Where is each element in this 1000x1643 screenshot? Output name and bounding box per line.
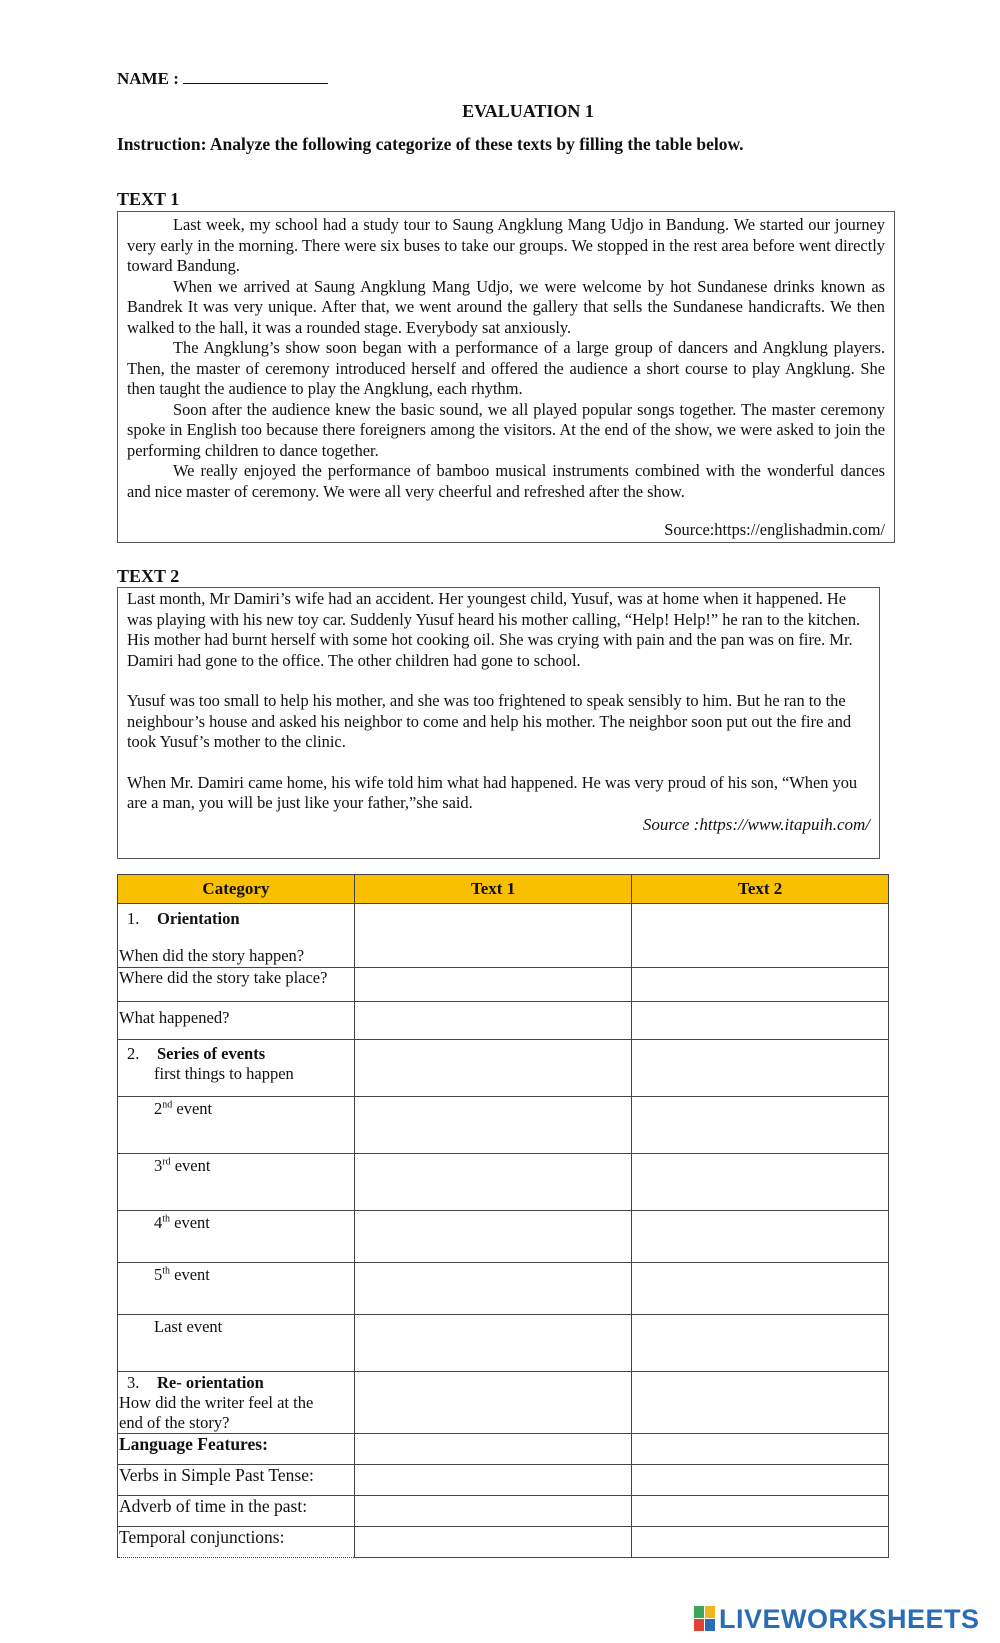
table-row [118, 1315, 889, 1372]
name-blank-line [183, 68, 328, 84]
answer-cell[interactable] [632, 968, 889, 1002]
name-field [117, 68, 328, 89]
answer-cell[interactable] [354, 1465, 631, 1496]
table-header-row [118, 875, 889, 904]
temporal-conjunctions: Temporal conjunctions: [118, 1527, 355, 1558]
event-3-suffix: rd [162, 1156, 171, 1168]
header-text2: Text 2 [632, 875, 889, 904]
answer-cell[interactable] [632, 1211, 889, 1263]
series-number: 2. [127, 1044, 140, 1063]
text2-paragraph: Yusuf was too small to help his mother, and she was too frightened to speak sensibly to him. But he ran to the neighbour’s house and asked his neighbor to come and help his mother. The neighbor soon put out the fire and took Yusuf’s mother to the clinic. [127, 691, 852, 751]
answer-cell[interactable] [632, 1527, 889, 1558]
text1-paragraph: Soon after the audience knew the basic sound, we all played popular songs together. The master ceremony spoke in English too because there foreigners among the visitors. At the end of the show, we were asked to join the performing children to dance together. [127, 399, 885, 460]
event-3-word: event [170, 1156, 211, 1175]
series-title: Series of events [157, 1044, 266, 1063]
orientation-title: Orientation [157, 909, 240, 928]
table-row [118, 1040, 889, 1097]
answer-cell[interactable] [632, 1496, 889, 1527]
event-4-cell [118, 1211, 355, 1263]
answer-cell[interactable] [632, 904, 889, 968]
reorientation-question: How did the writer feel at the end of the story? [119, 1393, 314, 1432]
reorientation-number: 3. [127, 1373, 140, 1392]
event-4-number: 4 [154, 1213, 163, 1232]
series-first: first things to happen [154, 1064, 294, 1083]
liveworksheets-logo [694, 1604, 980, 1635]
answer-cell[interactable] [354, 904, 631, 968]
header-text1: Text 1 [354, 875, 631, 904]
table-row [118, 1434, 889, 1465]
last-event-cell [118, 1315, 355, 1372]
text1-box [117, 211, 895, 543]
event-5-word: event [170, 1265, 210, 1284]
adverb-of-time: Adverb of time in the past: [118, 1496, 355, 1527]
text2-box [117, 587, 880, 859]
logo-text: LIVEWORKSHEETS [719, 1604, 980, 1634]
text2-source: Source :https://www.itapuih.com/ [642, 814, 870, 834]
verbs-simple-past: Verbs in Simple Past Tense: [118, 1465, 355, 1496]
answer-cell[interactable] [354, 1002, 631, 1040]
orientation-cell [118, 904, 355, 968]
text2-label: TEXT 2 [117, 566, 180, 586]
answer-cell[interactable] [632, 1465, 889, 1496]
table-row [118, 1496, 889, 1527]
table-row [118, 904, 889, 968]
answer-cell[interactable] [632, 1315, 889, 1372]
answer-cell[interactable] [632, 1263, 889, 1315]
event-5-number: 5 [154, 1265, 163, 1284]
answer-cell[interactable] [354, 1040, 631, 1097]
event-3-number: 3 [154, 1156, 163, 1175]
answer-cell[interactable] [632, 1372, 889, 1434]
event-4-suffix: th [162, 1213, 171, 1225]
text1-paragraph: Last week, my school had a study tour to Saung Angklung Mang Udjo in Bandung. We started our journey very early in the morning. There were six buses to take our groups. We stopped in the rest area before went directly toward Bandung. [127, 215, 885, 275]
series-cell [118, 1040, 355, 1097]
answer-cell[interactable] [632, 1154, 889, 1211]
text1-paragraph: We really enjoyed the performance of bamboo musical instruments combined with the wonderful dances and nice master of ceremony. We were all very cheerful and refreshed after the show. [127, 461, 885, 501]
orientation-when: When did the story happen? [119, 946, 305, 965]
reorientation-cell [118, 1372, 355, 1434]
header-category: Category [118, 875, 355, 904]
answer-cell[interactable] [354, 1496, 631, 1527]
liveworksheets-icon [694, 1606, 716, 1632]
answer-cell[interactable] [354, 1434, 631, 1465]
last-event: Last event [154, 1317, 223, 1336]
event-5-cell [118, 1263, 355, 1315]
orientation-number: 1. [127, 909, 140, 928]
answer-cell[interactable] [632, 1040, 889, 1097]
text1-paragraph: When we arrived at Saung Angklung Mang Udjo, we were welcome by hot Sundanese drinks known as Bandrek It was very unique. After that, we went around the gallery that sells the Sundanese handicrafts. We then walked to the hall, it was a rounded stage. Everybody sat anxiously. [127, 276, 885, 337]
answer-cell[interactable] [354, 1211, 631, 1263]
table-row [118, 1097, 889, 1154]
orientation-what: What happened? [118, 1002, 355, 1040]
answer-cell[interactable] [632, 1434, 889, 1465]
event-2-number: 2 [154, 1099, 163, 1118]
answer-cell[interactable] [354, 1154, 631, 1211]
answer-cell[interactable] [354, 968, 631, 1002]
text2-paragraph: When Mr. Damiri came home, his wife told him what had happened. He was very proud of his son, “When you are a man, you will be just like your father,”she said. [127, 772, 858, 812]
instruction: Instruction: Analyze the following categorize of these texts by filling the table below. [117, 134, 744, 154]
answer-cell[interactable] [632, 1097, 889, 1154]
name-label: NAME : [117, 69, 179, 88]
event-4-word: event [170, 1213, 210, 1232]
event-5-suffix: th [162, 1265, 171, 1277]
table-row [118, 1372, 889, 1434]
event-2-cell [118, 1097, 355, 1154]
event-2-suffix: nd [162, 1099, 173, 1111]
table-row [118, 968, 889, 1002]
answer-cell[interactable] [354, 1263, 631, 1315]
evaluation-table [117, 874, 889, 1558]
answer-cell[interactable] [354, 1527, 631, 1558]
answer-cell[interactable] [354, 1097, 631, 1154]
answer-cell[interactable] [354, 1315, 631, 1372]
reorientation-title: Re- orientation [157, 1373, 264, 1392]
table-row [118, 1154, 889, 1211]
table-row [118, 1002, 889, 1040]
table-row [118, 1465, 889, 1496]
answer-cell[interactable] [632, 1002, 889, 1040]
page-title: EVALUATION 1 [462, 101, 594, 121]
event-2-word: event [172, 1099, 213, 1118]
table-row [118, 1211, 889, 1263]
text1-paragraph: The Angklung’s show soon began with a performance of a large group of dancers and Angklung players. Then, the master of ceremony introduced herself and offered the audience a short course to play Angklung. She then taught the audience to play the Angklung, each rhythm. [127, 338, 885, 398]
text1-source: Source:https://englishadmin.com/ [664, 520, 885, 539]
event-3-cell [118, 1154, 355, 1211]
answer-cell[interactable] [354, 1372, 631, 1434]
table-row [118, 1263, 889, 1315]
text1-label: TEXT 1 [117, 189, 180, 209]
text2-paragraph: Last month, Mr Damiri’s wife had an accident. Her youngest child, Yusuf, was at home when it happened. He was playing with his new toy car. Suddenly Yusuf heard his mother calling, “Help! Help!” he ran to the kitchen. His mother had burnt herself with some hot cooking oil. She was crying with pain and the pan was on fire. Mr. Damiri had gone to the office. The other children had gone to school. [127, 589, 861, 670]
orientation-where: Where did the story take place? [118, 968, 355, 1002]
language-features-title: Language Features: [118, 1434, 355, 1465]
table-row [118, 1527, 889, 1558]
